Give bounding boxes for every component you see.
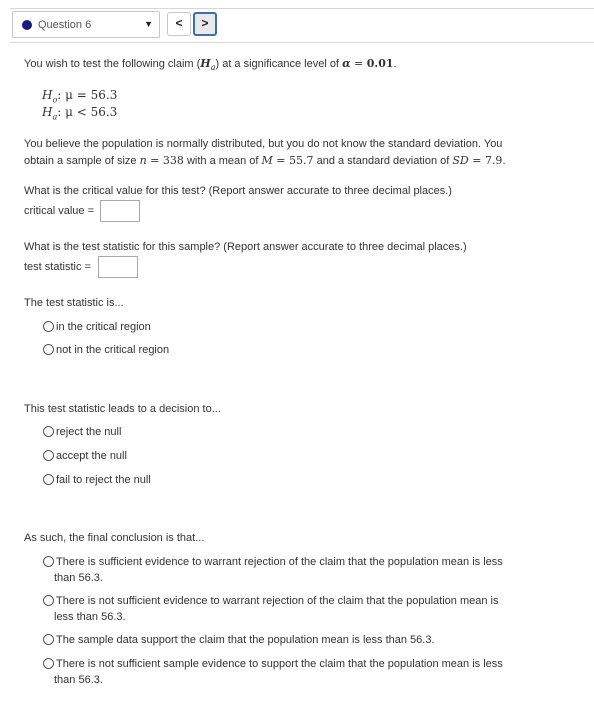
option-label: in the critical region bbox=[56, 321, 151, 333]
conclusion-option-4[interactable] bbox=[43, 658, 503, 670]
sample-text-b: with a mean of bbox=[183, 155, 262, 167]
alpha-symbol: α bbox=[342, 57, 351, 70]
decision-option-accept[interactable] bbox=[43, 450, 127, 462]
option-label: There is sufficient evidence to warrant rejection of the claim that the population mean is less bbox=[56, 556, 503, 568]
radio-icon[interactable] bbox=[43, 595, 54, 606]
alpha-value: 0.01 bbox=[366, 57, 394, 70]
question-toolbar bbox=[0, 0, 594, 44]
region-option-not-in-critical[interactable] bbox=[43, 344, 169, 356]
next-question-button[interactable] bbox=[193, 12, 217, 36]
ha-value: 56.3 bbox=[90, 105, 118, 119]
test-statistic-label: test statistic = bbox=[24, 261, 91, 273]
sample-text-c: and a standard deviation of bbox=[313, 155, 453, 167]
test-statistic-question: What is the test statistic for this sample? (Report answer accurate to three decimal places.) bbox=[24, 241, 467, 253]
radio-icon[interactable] bbox=[43, 344, 54, 355]
decision-question: This test statistic leads to a decision to... bbox=[24, 403, 221, 415]
conclusion-option-1[interactable] bbox=[43, 556, 503, 568]
sample-description-line-1: You believe the population is normally distributed, but you do not know the standard deviation. You bbox=[24, 138, 503, 150]
sample-text-d: . bbox=[502, 155, 506, 167]
chevron-left-icon: < bbox=[175, 16, 183, 30]
m-equals: = bbox=[272, 154, 290, 167]
null-hypothesis bbox=[42, 88, 117, 104]
sd-symbol: SD bbox=[452, 154, 469, 167]
option-label: There is not sufficient sample evidence to support the claim that the population mean is less bbox=[56, 658, 503, 670]
h0-relation: : μ = bbox=[57, 88, 91, 102]
chevron-right-icon: > bbox=[201, 16, 209, 30]
n-symbol: n bbox=[139, 154, 147, 167]
conclusion-option-2[interactable] bbox=[43, 595, 499, 607]
radio-icon[interactable] bbox=[43, 634, 54, 645]
sd-value: 7.9 bbox=[484, 154, 503, 167]
radio-icon[interactable] bbox=[43, 426, 54, 437]
sample-text-a: obtain a sample of size bbox=[24, 155, 140, 167]
option-label: There is not sufficient evidence to warrant rejection of the claim that the population mean is bbox=[56, 595, 499, 607]
previous-question-button[interactable] bbox=[167, 12, 191, 36]
option-label: fail to reject the null bbox=[56, 474, 151, 486]
conclusion-question: As such, the final conclusion is that... bbox=[24, 532, 205, 544]
decision-option-fail-to-reject[interactable] bbox=[43, 474, 151, 486]
h0-symbol: H bbox=[42, 88, 53, 102]
alternative-hypothesis bbox=[42, 105, 117, 121]
option-label: accept the null bbox=[56, 450, 127, 462]
option-label: reject the null bbox=[56, 426, 122, 438]
m-value: 55.7 bbox=[289, 154, 314, 167]
sample-description-line-2 bbox=[24, 154, 506, 167]
ha-hyp-subscript: a bbox=[52, 112, 58, 122]
claim-intro bbox=[24, 57, 397, 72]
question-selector[interactable] bbox=[12, 11, 160, 38]
conclusion-option-2-continued: less than 56.3. bbox=[54, 611, 126, 623]
conclusion-option-4-continued: than 56.3. bbox=[54, 674, 103, 686]
region-option-in-critical[interactable] bbox=[43, 321, 151, 333]
claim-intro-text-1: You wish to test the following claim ( bbox=[24, 58, 201, 70]
conclusion-option-3[interactable] bbox=[43, 634, 435, 646]
m-symbol: M bbox=[261, 154, 273, 167]
claim-intro-text-3: . bbox=[393, 58, 397, 70]
ha-relation: : μ < bbox=[57, 105, 91, 119]
question-selector-label: Question 6 bbox=[38, 19, 92, 31]
conclusion-option-1-continued: than 56.3. bbox=[54, 572, 103, 584]
toolbar-top-divider bbox=[10, 8, 594, 9]
radio-icon[interactable] bbox=[43, 450, 54, 461]
test-statistic-input[interactable] bbox=[98, 256, 138, 278]
sd-equals: = bbox=[468, 154, 485, 167]
caret-down-icon: ▼ bbox=[144, 19, 153, 29]
ha-hyp-symbol: H bbox=[42, 105, 53, 119]
ha-subscript: a bbox=[210, 63, 216, 73]
n-value: 338 bbox=[162, 154, 184, 167]
critical-value-label: critical value = bbox=[24, 205, 95, 217]
status-dot-icon bbox=[22, 20, 32, 30]
n-equals: = bbox=[146, 154, 163, 167]
claim-intro-text-2: ) at a significance level of bbox=[215, 58, 343, 70]
region-question: The test statistic is... bbox=[24, 297, 124, 309]
radio-icon[interactable] bbox=[43, 474, 54, 485]
alpha-equals: = bbox=[350, 57, 367, 70]
option-label: not in the critical region bbox=[56, 344, 170, 356]
radio-icon[interactable] bbox=[43, 556, 54, 567]
toolbar-bottom-divider bbox=[10, 42, 594, 43]
radio-icon[interactable] bbox=[43, 321, 54, 332]
critical-value-question: What is the critical value for this test? (Report answer accurate to three decimal places.) bbox=[24, 185, 452, 197]
h0-subscript: o bbox=[52, 95, 58, 105]
h0-value: 56.3 bbox=[90, 88, 118, 102]
decision-option-reject[interactable] bbox=[43, 426, 121, 438]
option-label: The sample data support the claim that the population mean is less than 56.3. bbox=[56, 634, 435, 646]
radio-icon[interactable] bbox=[43, 658, 54, 669]
ha-symbol: H bbox=[200, 57, 211, 70]
critical-value-input[interactable] bbox=[100, 200, 140, 222]
